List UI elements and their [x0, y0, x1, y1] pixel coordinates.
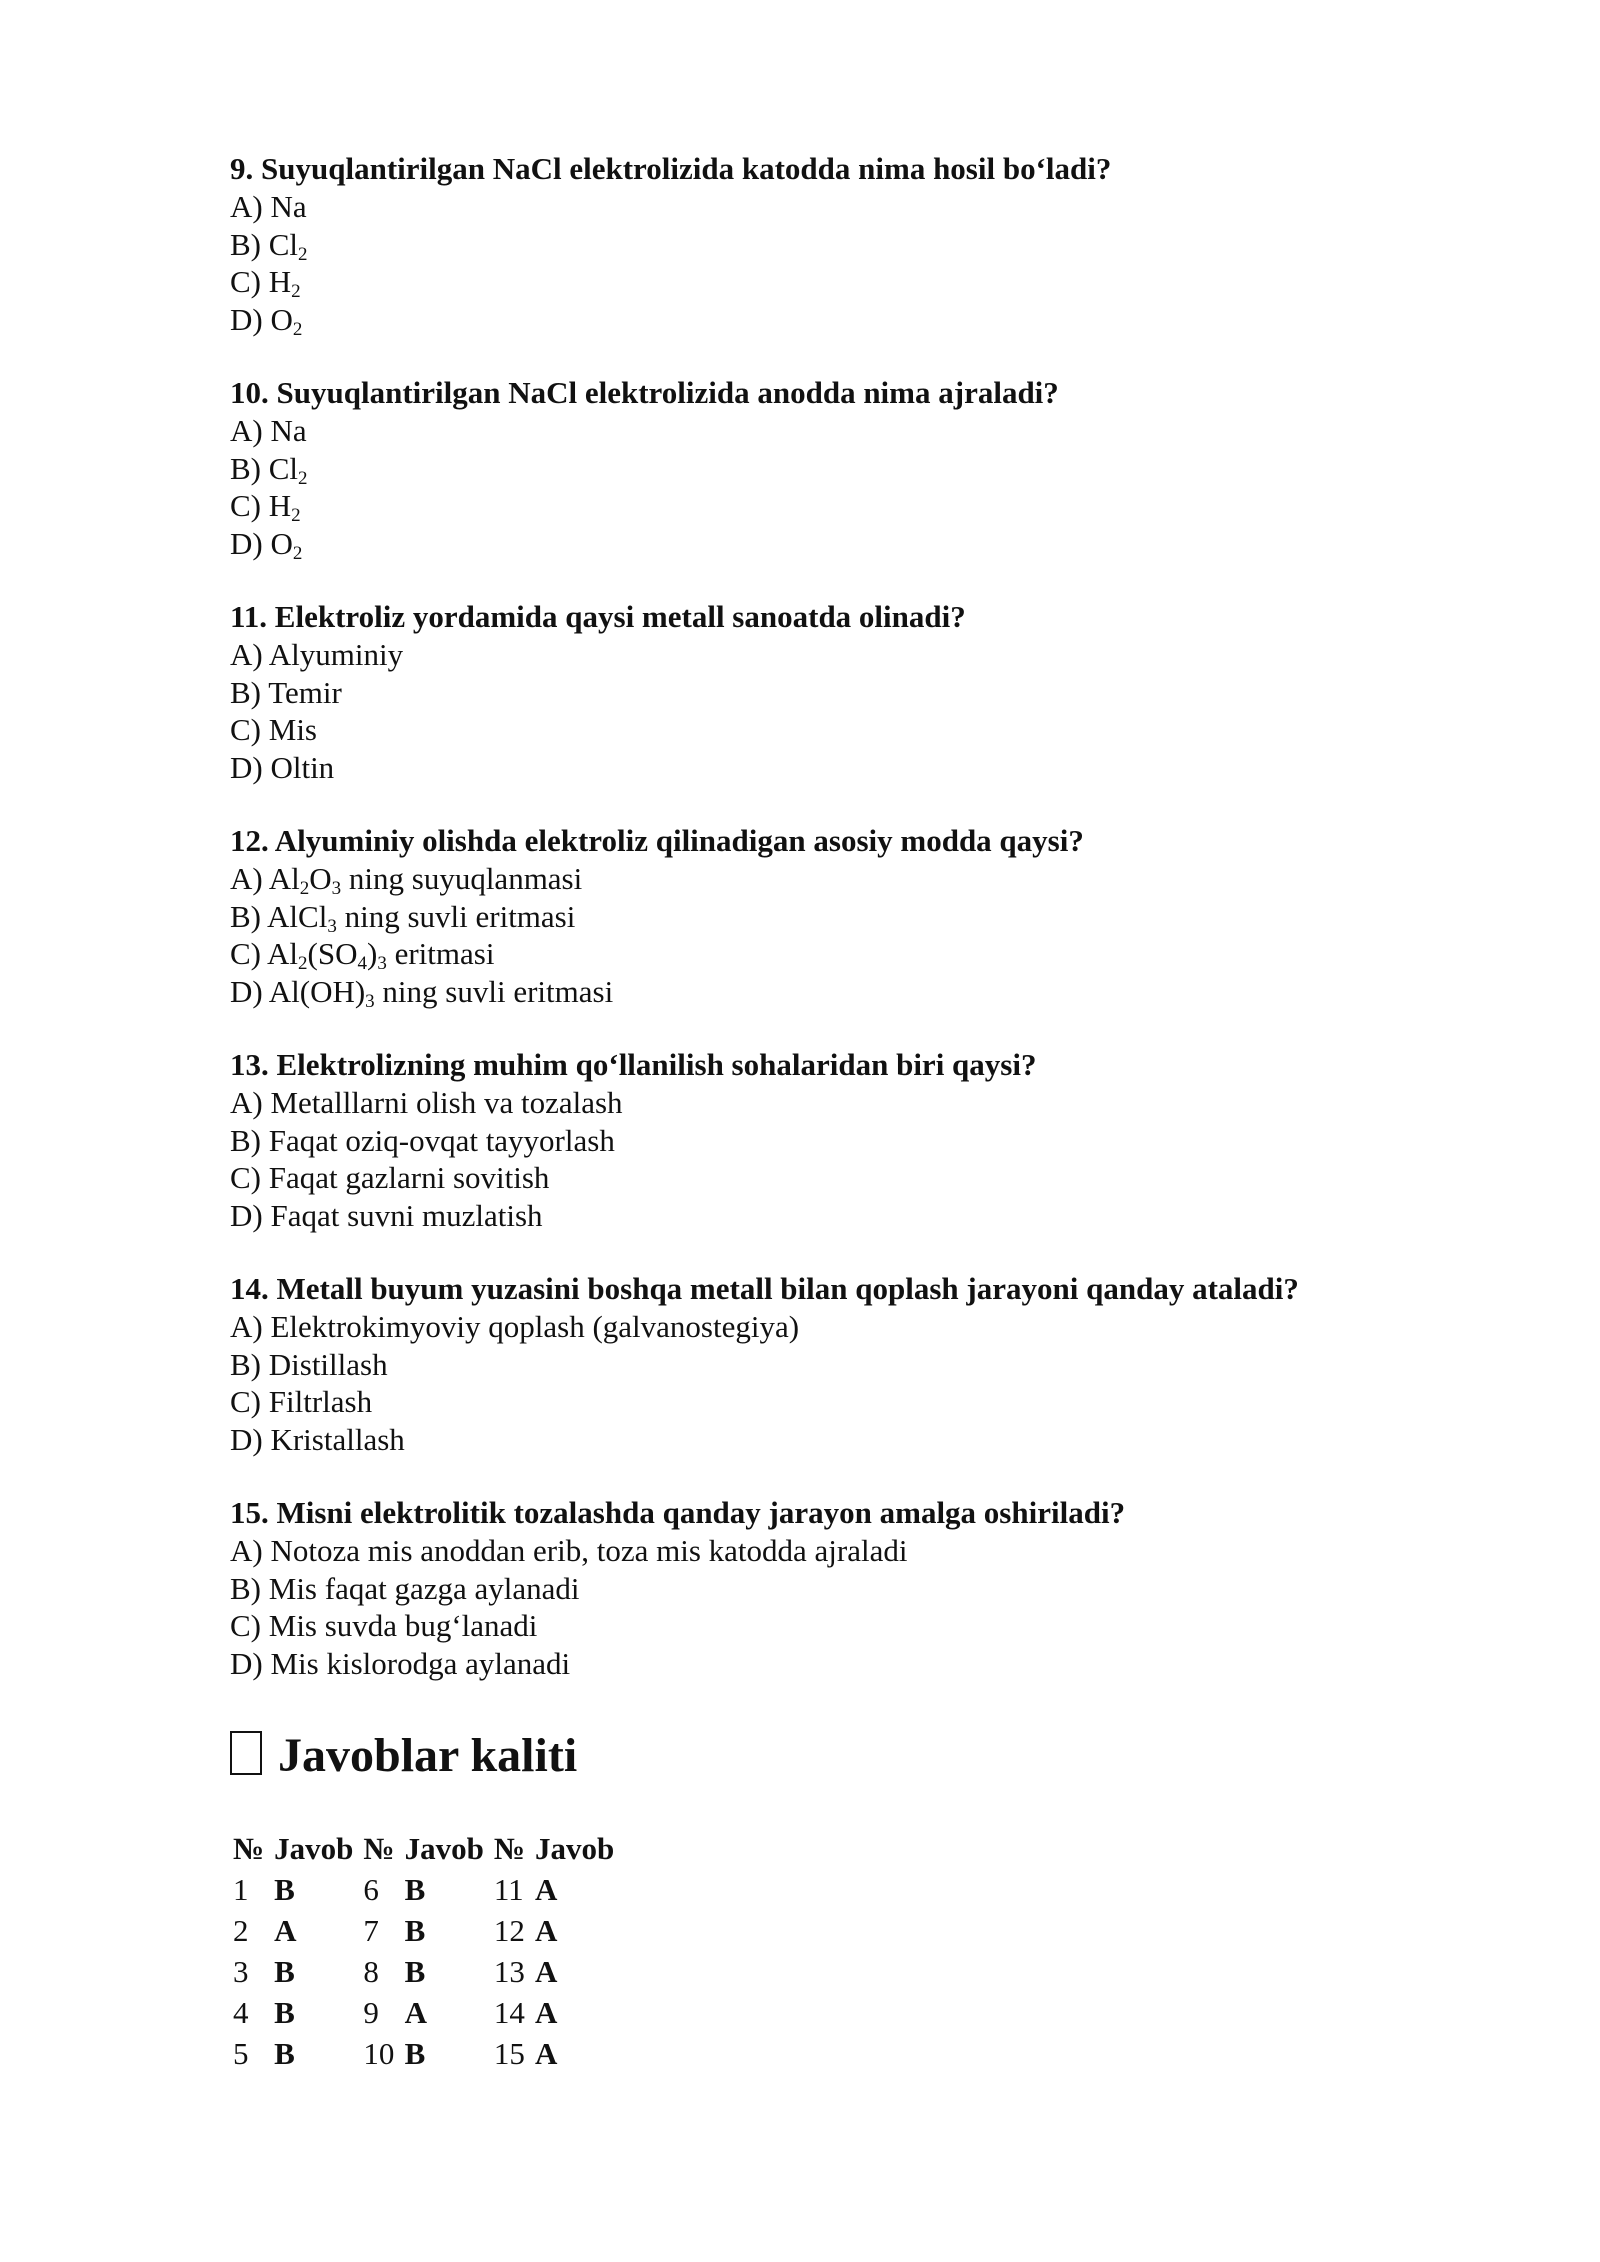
- header-answer: Javob: [274, 1830, 354, 1866]
- option-subscript: 2: [299, 878, 310, 899]
- answer-option: [230, 1645, 1430, 1683]
- answer-option: [230, 973, 1430, 1011]
- option-text: D) Oltin: [230, 749, 335, 785]
- option-subscript: 2: [291, 505, 301, 526]
- question-block: [230, 150, 1430, 338]
- question-block: [230, 598, 1430, 786]
- option-text: B) Mis faqat gazga aylanadi: [230, 1570, 580, 1606]
- question-block: [230, 1494, 1430, 1682]
- answer-option: [230, 1197, 1430, 1235]
- answer-letter: A: [534, 2035, 558, 2071]
- option-text: B) AlCl: [230, 898, 328, 934]
- option-text: B) Temir: [230, 674, 342, 710]
- answer-letter: B: [274, 1953, 295, 1989]
- answer-letter: B: [404, 1871, 426, 1907]
- option-subscript: 3: [327, 915, 337, 937]
- answer-letter: B: [404, 1912, 426, 1948]
- question-number: 13: [493, 1953, 525, 1989]
- question-number: 3: [233, 1953, 249, 1989]
- question-number: 14: [493, 1994, 525, 2030]
- answer-key-body: [228, 1869, 619, 2074]
- option-text: A) Al: [230, 861, 300, 896]
- question-number: 15: [493, 2035, 525, 2071]
- option-subscript: 2: [298, 953, 308, 974]
- question-number: 10: [363, 2035, 395, 2071]
- answer-option: [230, 898, 1430, 936]
- option-text: D) Faqat suvni muzlatish: [230, 1197, 543, 1233]
- question-title: 12. Alyuminiy olishda elektroliz qilinadigan asosiy modda qaysi?: [230, 823, 1084, 858]
- option-text: D) Al(OH): [230, 973, 366, 1009]
- table-row: [228, 1951, 619, 1992]
- option-text: B) Cl: [230, 450, 299, 486]
- option-text: D) O: [230, 301, 293, 337]
- answer-option: [230, 412, 1430, 450]
- question-number: 12: [493, 1912, 525, 1948]
- answer-key-header-row: [228, 1828, 619, 1869]
- option-text: D) Mis kislorodga aylanadi: [230, 1645, 571, 1681]
- answer-letter: B: [404, 1953, 426, 1989]
- question-title: 15. Misni elektrolitik tozalashda qanday jarayon amalga oshiriladi?: [230, 1495, 1126, 1530]
- table-row: [228, 1910, 619, 1951]
- question-title: 10. Suyuqlantirilgan NaCl elektrolizida anodda nima ajraladi?: [230, 375, 1059, 410]
- answer-option: [230, 1383, 1430, 1421]
- missing-glyph-icon: [230, 1731, 262, 1775]
- option-text: D) Kristallash: [230, 1421, 405, 1457]
- answer-option: [230, 1346, 1430, 1384]
- option-text: A) Na: [230, 189, 307, 224]
- question-number: 2: [233, 1912, 249, 1948]
- answer-option: [230, 1159, 1430, 1197]
- answer-option: [230, 226, 1430, 264]
- question-title: 13. Elektrolizning muhim qo‘llanilish sohalaridan biri qaysi?: [230, 1047, 1037, 1082]
- option-subscript: 2: [292, 318, 303, 340]
- answer-option: [230, 1084, 1430, 1122]
- question-number: 1: [233, 1871, 249, 1907]
- option-text: C) H: [230, 488, 292, 523]
- question-title: 14. Metall buyum yuzasini boshqa metall bilan qoplash jarayoni qanday ataladi?: [230, 1271, 1299, 1306]
- option-text: A) Notoza mis anoddan erib, toza mis katodda ajraladi: [230, 1533, 908, 1568]
- answer-letter: A: [534, 1912, 558, 1948]
- answer-letter: A: [534, 1994, 558, 2030]
- option-text: C) Faqat gazlarni sovitish: [230, 1160, 550, 1195]
- answer-letter: A: [404, 1994, 427, 2030]
- option-text: A) Alyuminiy: [230, 637, 404, 672]
- answer-option: [230, 636, 1430, 674]
- answer-option: [230, 1607, 1430, 1645]
- option-text: ning suvli eritmasi: [374, 973, 614, 1009]
- question-block: [230, 374, 1430, 562]
- option-text: B) Cl: [230, 226, 299, 262]
- option-text: C) Mis: [230, 712, 317, 747]
- question-title: 11. Elektroliz yordamida qaysi metall sanoatda olinadi?: [230, 599, 966, 634]
- option-text: C) Al: [230, 936, 299, 971]
- header-number: №: [493, 1830, 525, 1866]
- question-number: 4: [233, 1994, 249, 2030]
- answer-option: [230, 188, 1430, 226]
- question-number: 6: [363, 1871, 379, 1907]
- option-subscript: 2: [298, 467, 308, 489]
- answer-letter: A: [274, 1912, 297, 1948]
- answer-key-heading: [230, 1728, 577, 1784]
- option-text: ): [367, 936, 378, 971]
- header-answer: Javob: [534, 1830, 615, 1866]
- option-text: ning suyuqlanmasi: [341, 861, 583, 896]
- question-title: 9. Suyuqlantirilgan NaCl elektrolizida katodda nima hosil bo‘ladi?: [230, 151, 1112, 186]
- table-row: [228, 1869, 619, 1910]
- question-block: [230, 1046, 1430, 1234]
- answer-letter: A: [534, 1871, 558, 1907]
- answer-option: [230, 450, 1430, 488]
- option-subscript: 4: [357, 953, 367, 974]
- header-answer: Javob: [404, 1830, 484, 1866]
- answer-option: [230, 1532, 1430, 1570]
- answer-option: [230, 1122, 1430, 1160]
- option-text: A) Elektrokimyoviy qoplash (galvanostegiya): [230, 1309, 800, 1344]
- answer-option: [230, 263, 1430, 301]
- answer-option: [230, 860, 1430, 898]
- option-subscript: 3: [377, 953, 387, 974]
- option-text: ning suvli eritmasi: [336, 898, 576, 934]
- header-number: №: [363, 1830, 395, 1866]
- answer-key-title: Javoblar kaliti: [278, 1729, 578, 1782]
- option-text: eritmasi: [386, 936, 495, 971]
- option-subscript: 2: [291, 281, 301, 302]
- option-text: A) Na: [230, 413, 307, 448]
- option-text: (SO: [307, 936, 358, 971]
- answer-option: [230, 1308, 1430, 1346]
- questions-section: [230, 150, 1430, 1718]
- option-subscript: 3: [365, 990, 375, 1012]
- answer-option: [230, 487, 1430, 525]
- option-text: D) O: [230, 525, 293, 561]
- answer-option: [230, 1570, 1430, 1608]
- question-number: 11: [493, 1871, 524, 1907]
- option-subscript: 2: [298, 243, 308, 265]
- answer-letter: B: [274, 1994, 295, 2030]
- answer-option: [230, 525, 1430, 563]
- answer-option: [230, 301, 1430, 339]
- option-text: C) Filtrlash: [230, 1384, 373, 1419]
- question-number: 8: [363, 1953, 379, 1989]
- question-number: 5: [233, 2035, 249, 2071]
- question-block: [230, 822, 1430, 1010]
- option-text: O: [309, 861, 332, 896]
- table-row: [228, 1992, 619, 2033]
- option-subscript: 2: [292, 542, 303, 564]
- answer-letter: B: [404, 2035, 426, 2071]
- question-number: 9: [363, 1994, 379, 2030]
- answer-letter: B: [274, 2035, 295, 2071]
- answer-letter: A: [534, 1953, 558, 1989]
- answer-letter: B: [274, 1871, 295, 1907]
- question-number: 7: [363, 1912, 379, 1948]
- header-number: №: [233, 1830, 265, 1866]
- option-text: B) Faqat oziq-ovqat tayyorlash: [230, 1122, 615, 1158]
- option-text: B) Distillash: [230, 1346, 388, 1382]
- option-text: C) Mis suvda bug‘lanadi: [230, 1608, 538, 1643]
- answer-option: [230, 674, 1430, 712]
- answer-option: [230, 1421, 1430, 1459]
- option-text: C) H: [230, 264, 292, 299]
- option-text: A) Metalllarni olish va tozalash: [230, 1085, 623, 1120]
- question-block: [230, 1270, 1430, 1458]
- answer-option: [230, 935, 1430, 973]
- answer-key-table: [228, 1828, 619, 2074]
- answer-option: [230, 711, 1430, 749]
- answer-option: [230, 749, 1430, 787]
- table-row: [228, 2033, 619, 2074]
- option-subscript: 3: [331, 878, 342, 899]
